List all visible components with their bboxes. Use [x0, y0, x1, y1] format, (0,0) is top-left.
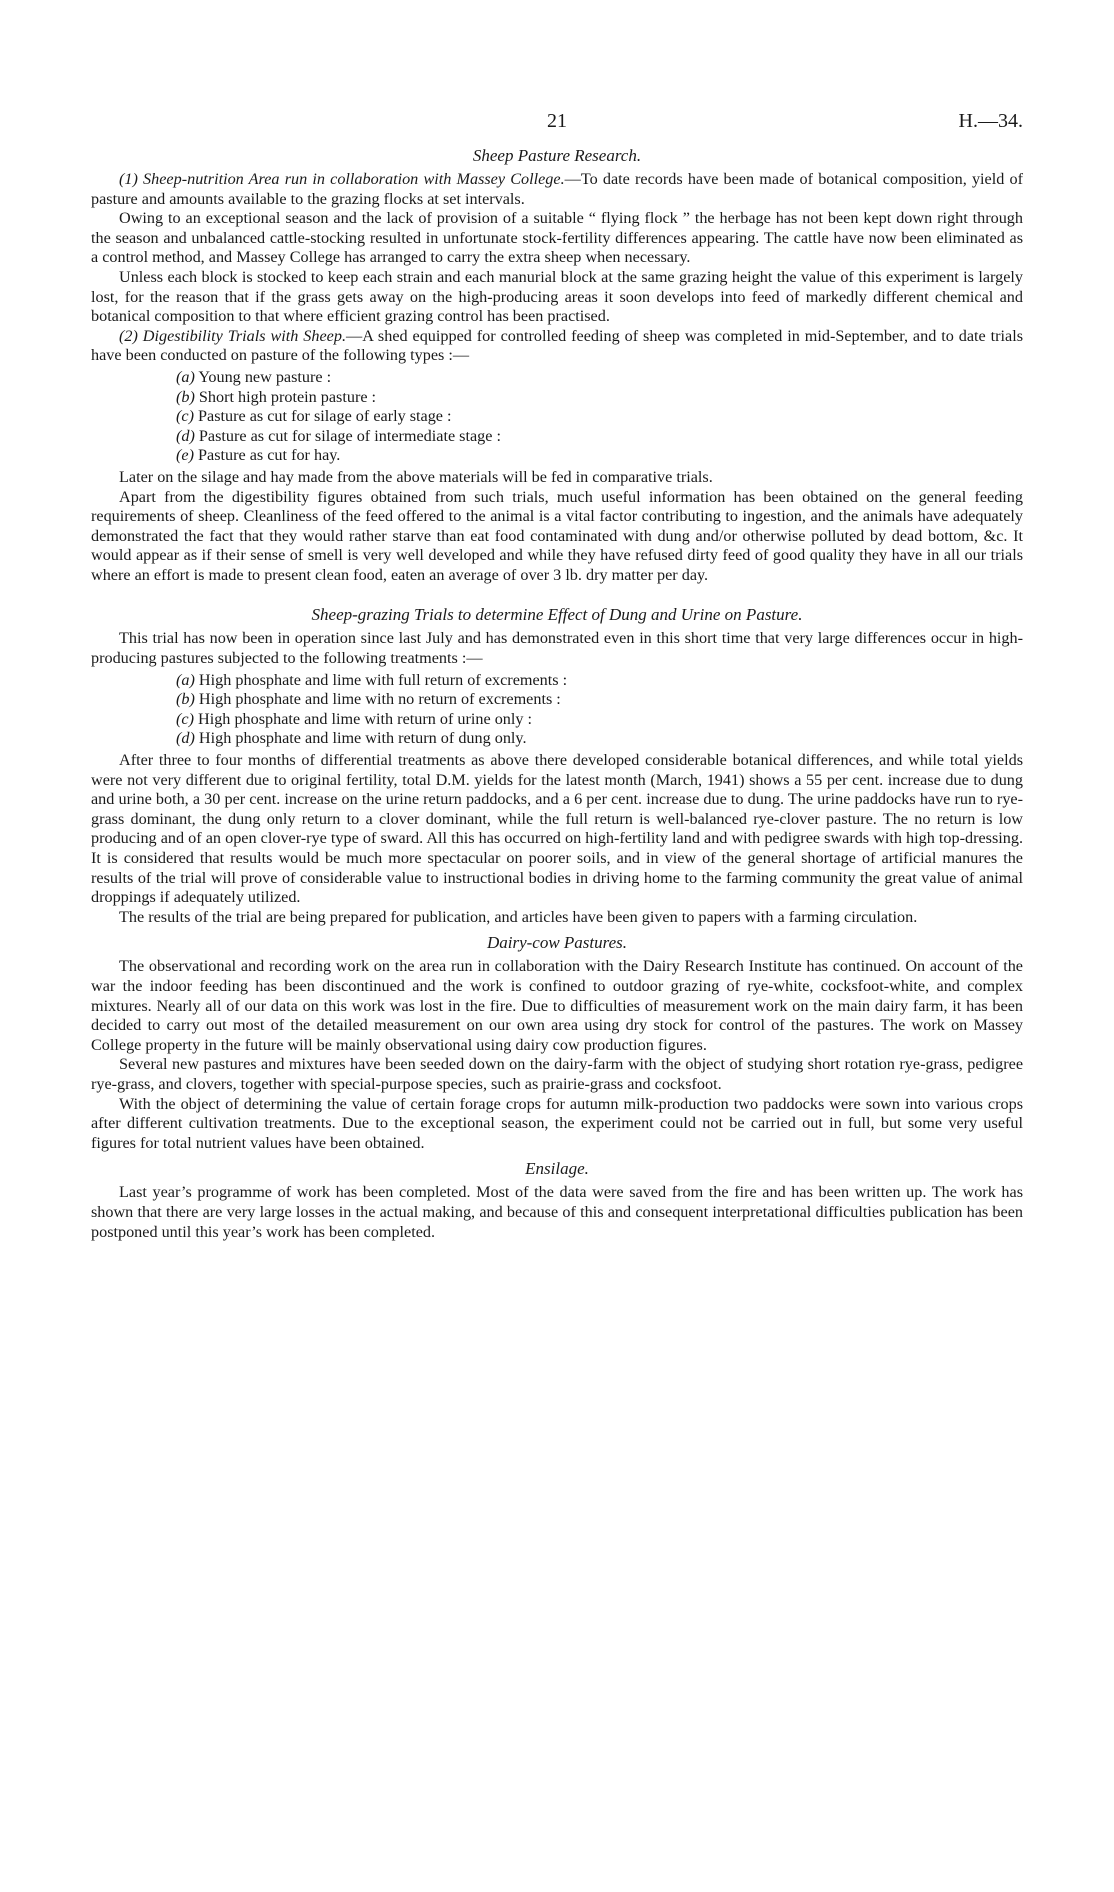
- paragraph: Apart from the digestibility figures obtained from such trials, much useful information has been obtained on the general feeding requirements of sheep. Cleanliness of the feed offered to the animal is a vital factor contributing to ingestion, and the animals have adequately demonstrated the fact that they would rather starve than eat food contaminated with dung and/or otherwise polluted by dead bottom, &c. It would appear as if their sense of smell is very well developed and while they have refused dirty feed of good quality they have in all our trials where an effort is made to present clean food, eaten an average of over 3 lb. dry matter per day.: [91, 487, 1023, 584]
- paragraph: Unless each block is stocked to keep each strain and each manurial block at the same grazing height the value of this experiment is largely lost, for the reason that if the grass gets away on the high-producing areas it soon develops into feed of markedly different chemical and botanical composition to that where efficient grazing control has been practised.: [91, 267, 1023, 326]
- paragraph: [91, 327, 1023, 366]
- list-text: High phosphate and lime with return of urine only :: [198, 709, 533, 728]
- section-title-dairy-cow-pastures: Dairy-cow Pastures.: [486, 933, 628, 953]
- paragraph-lead: (2) Digestibility Trials with Sheep.: [119, 326, 347, 345]
- paragraph: This trial has now been in operation since last July and has demonstrated even in this short time that very large differences occur in high-producing pastures subjected to the following treatments :—: [91, 629, 1023, 668]
- list-item: [176, 690, 1023, 710]
- list-text: High phosphate and lime with no return of excrements :: [198, 690, 561, 709]
- list-marker: (d): [176, 426, 195, 445]
- paragraph: After three to four months of differential treatments as above there developed considerable botanical differences, and while total yields were not very different due to original fertility, total D.M. yields for the latest month (March, 1941) shows a 55 per cent. increase due to dung and urine both, a 30 per cent. increase on the urine return paddocks, and a 6 per cent. increase due to dung. The urine paddocks have run to rye-grass dominant, the dung only return to a clover dominant, while the full return is well-balanced rye-clover pasture. The no return is low producing and of an open clover-rye type of sward. All this has occurred on high-fertility land and with pedigree swards with high top-dressing. It is considered that results would be much more spectacular on poorer soils, and in view of the general shortage of artificial manures the results of the trial will prove of considerable value to instructional bodies in driving home to the farming community the great value of animal droppings if adequately utilized.: [91, 751, 1023, 907]
- list-text: Pasture as cut for silage of intermediate stage :: [198, 426, 501, 445]
- list-item: [176, 729, 1023, 749]
- list-marker: (b): [176, 690, 195, 709]
- paragraph: With the object of determining the value of certain forage crops for autumn milk-production two paddocks were sown into various crops after different cultivation treatments. Due to the exceptional season, the experiment could not be carried out in full, but some very useful figures for total nutrient values have been obtained.: [91, 1094, 1023, 1152]
- list-marker: (e): [176, 446, 194, 465]
- list-marker: (d): [176, 729, 195, 748]
- list-item: [176, 388, 1023, 408]
- document-reference: H.—34.: [958, 110, 1023, 132]
- paragraph: Last year’s programme of work has been completed. Most of the data were saved from the fire and has been written up. The work has shown that there are very large losses in the actual making, and because of this and consequent interpretational difficulties publication has been postponed until this year’s work has been completed.: [91, 1183, 1023, 1241]
- list-text: High phosphate and lime with return of dung only.: [198, 729, 527, 748]
- list-text: Young new pasture :: [198, 367, 332, 386]
- list-text: Short high protein pasture :: [198, 387, 377, 406]
- list-text: High phosphate and lime with full return of excrements :: [198, 670, 568, 689]
- list-marker: (c): [176, 407, 194, 426]
- paragraph: Several new pastures and mixtures have been seeded down on the dairy-farm with the object of studying short rotation rye-grass, pedigree rye-grass, and clovers, together with special-purpose species, such as prairie-grass and cocksfoot.: [91, 1055, 1023, 1093]
- section-title-sheep-pasture: Sheep Pasture Research.: [472, 146, 642, 165]
- paragraph-text: —To date records have been made of botanical composition, yield of pasture and amounts available to the grazing flocks at set intervals.: [91, 170, 1023, 208]
- page-header: [91, 110, 1023, 140]
- section-title-ensilage: Ensilage.: [525, 1159, 589, 1179]
- paragraph-text: —A shed equipped for controlled feeding of sheep was completed in mid-September, and to date trials have been conducted on pasture of the following types :—: [91, 326, 1024, 365]
- list-item: [176, 407, 1023, 427]
- section-title-grazing-trials: Sheep-grazing Trials to determine Effect of Dung and Urine on Pasture.: [311, 605, 803, 625]
- treatments-list: [91, 671, 1023, 749]
- list-marker: (a): [176, 367, 195, 386]
- list-item: [176, 710, 1023, 730]
- document-page: [91, 110, 1023, 1242]
- paragraph: [91, 170, 1023, 209]
- paragraph: The observational and recording work on the area run in collaboration with the Dairy Research Institute has continued. On account of the war the indoor feeding has been discontinued and the work is confined to outdoor grazing of rye-white, cocksfoot-white, and complex mixtures. Nearly all of our data on this work was lost in the fire. Due to difficulties of measurement work on the main dairy farm, it has been decided to carry out most of the detailed measurement on our own area using dry stock for control of the pastures. The work on Massey College property in the future will be mainly observational using dairy cow production figures.: [91, 957, 1023, 1054]
- list-text: Pasture as cut for silage of early stage :: [198, 407, 452, 426]
- paragraph: The results of the trial are being prepared for publication, and articles have been given to papers with a farming circulation.: [119, 907, 918, 926]
- paragraph: Later on the silage and hay made from the above materials will be fed in comparative trials.: [119, 467, 713, 486]
- list-item: [176, 671, 1023, 691]
- list-text: Pasture as cut for hay.: [198, 446, 341, 465]
- list-marker: (c): [176, 709, 194, 728]
- paragraph: Owing to an exceptional season and the lack of provision of a suitable “ flying flock ” the herbage has not been kept down right through the season and unbalanced cattle-stocking resulted in unfortunate stock-fertility differences appearing. The cattle have now been eliminated as a control method, and Massey College has arranged to carry the extra sheep when necessary.: [91, 209, 1023, 267]
- paragraph-lead: (1) Sheep-nutrition Area run in collaboration with Massey College.: [119, 170, 565, 188]
- page-number: 21: [547, 110, 567, 132]
- list-marker: (b): [176, 387, 195, 406]
- list-marker: (a): [176, 670, 195, 689]
- list-item: [176, 446, 1023, 466]
- list-item: [176, 427, 1023, 447]
- pasture-types-list: [91, 368, 1023, 466]
- list-item: [176, 368, 1023, 388]
